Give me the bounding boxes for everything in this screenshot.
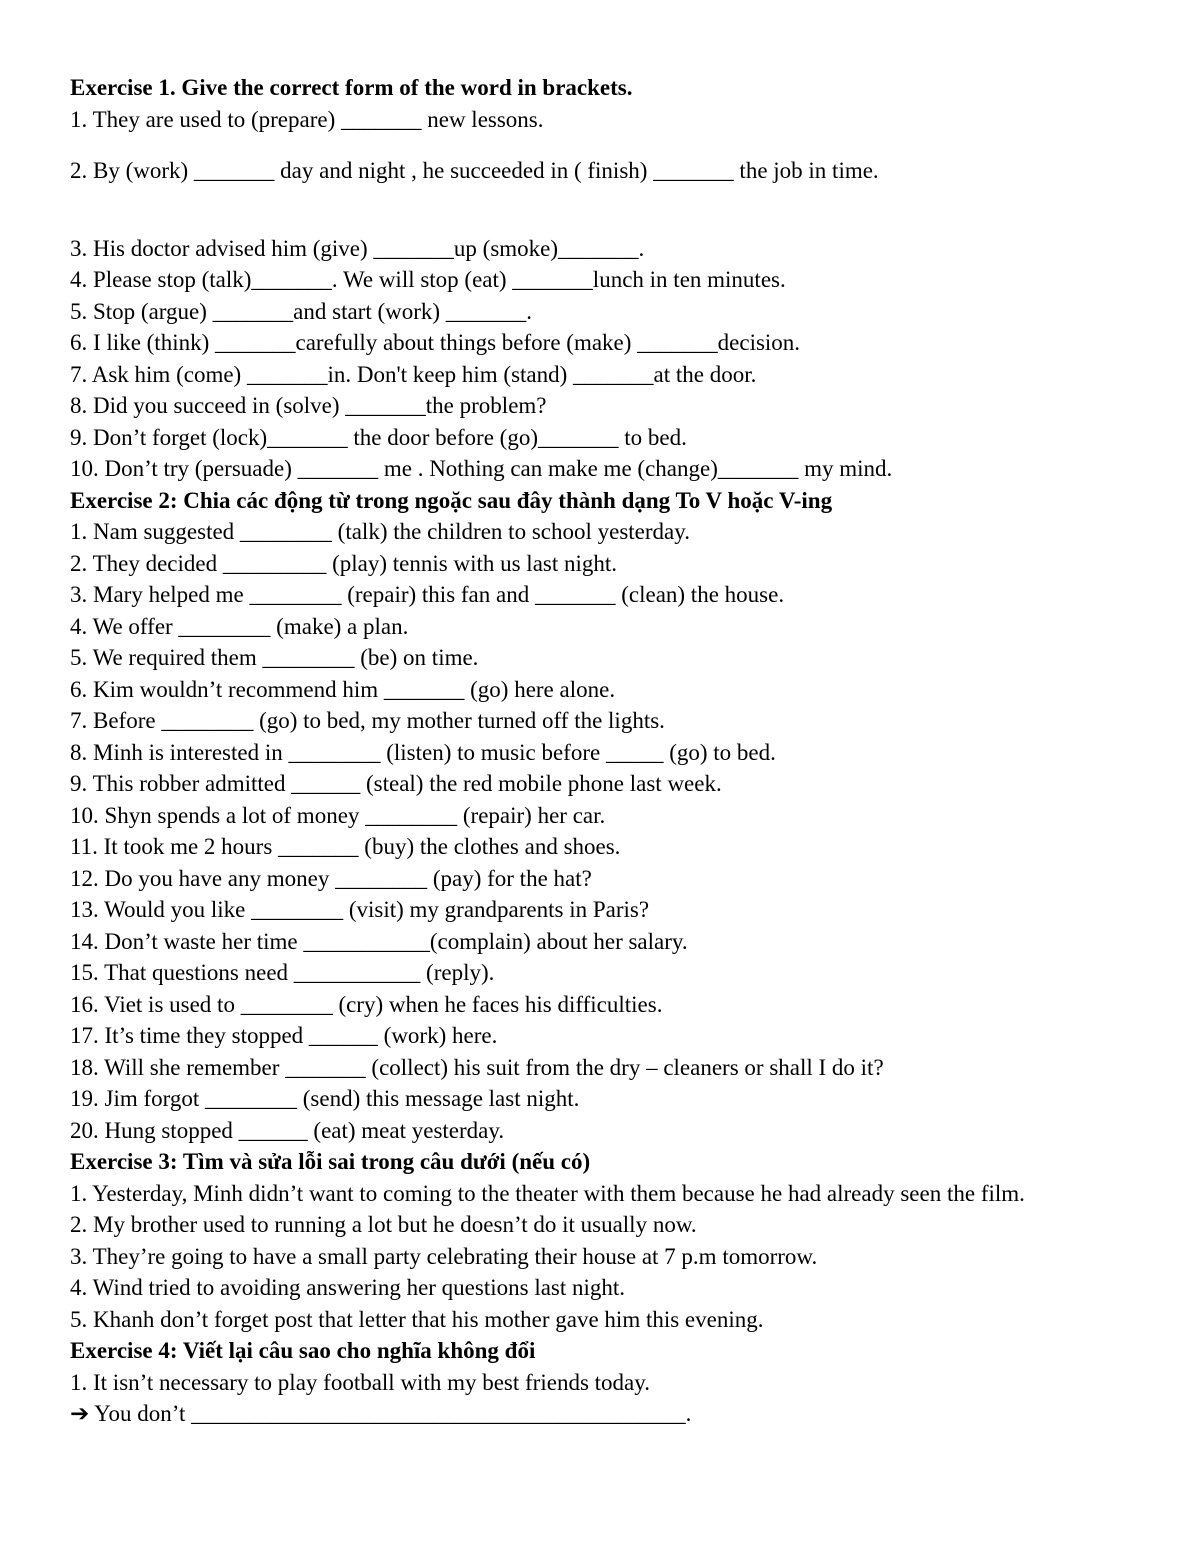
exercise-1-item: 4. Please stop (talk)_______. We will stop (eat) _______lunch in ten minutes. [70, 267, 786, 292]
exercise-2-item: 14. Don’t waste her time ___________(complain) about her salary. [70, 928, 688, 954]
exercise-2-item: 16. Viet is used to ________ (cry) when he faces his difficulties. [70, 991, 663, 1017]
exercise-3-item: 5. Khanh don’t forget post that letter that his mother gave him this evening. [70, 1306, 764, 1332]
exercise-3-item: 1. Yesterday, Minh didn’t want to coming to the theater with them because he had already seen the film. [70, 1180, 1025, 1206]
exercise-1-item: 9. Don’t forget (lock)_______ the door before (go)_______ to bed. [70, 424, 687, 450]
exercise-2-item: 4. We offer ________ (make) a plan. [70, 613, 409, 639]
exercise-2-item: 17. It’s time they stopped ______ (work) here. [70, 1023, 498, 1048]
exercise-3-heading: Exercise 3: Tìm và sửa lỗi sai trong câu dưới (nếu có) [70, 1149, 591, 1174]
exercise-3-item: 3. They’re going to have a small party celebrating their house at 7 p.m tomorrow. [70, 1243, 818, 1269]
exercise-1-item: 10. Don’t try (persuade) _______ me . Nothing can make me (change)_______ my mind. [70, 456, 893, 481]
exercise-1-item: 6. I like (think) _______carefully about things before (make) _______decision. [70, 330, 801, 355]
exercise-1-item: 8. Did you succeed in (solve) _______the problem? [70, 393, 547, 418]
worksheet [70, 72, 1140, 1430]
exercise-2-item: 13. Would you like ________ (visit) my grandparents in Paris? [70, 897, 650, 922]
exercise-2-item: 1. Nam suggested ________ (talk) the children to school yesterday. [70, 519, 691, 544]
exercise-2-item: 15. That questions need ___________ (reply). [70, 960, 495, 985]
exercise-4-heading: Exercise 4: Viết lại câu sao cho nghĩa không đổi [70, 1338, 536, 1363]
exercise-1-item: 7. Ask him (come) _______in. Don't keep him (stand) _______at the door. [70, 361, 757, 387]
exercise-3-item: 4. Wind tried to avoiding answering her questions last night. [70, 1275, 626, 1300]
exercise-1-item: 5. Stop (argue) _______and start (work) _______. [70, 298, 533, 324]
exercise-3-item: 2. My brother used to running a lot but he doesn’t do it usually now. [70, 1212, 697, 1237]
exercise-2-item: 5. We required them ________ (be) on time. [70, 645, 479, 670]
exercise-2-item: 9. This robber admitted ______ (steal) the red mobile phone last week. [70, 771, 722, 796]
exercise-4-answer-line: ➔ You don’t ___________________________________________. [70, 1401, 692, 1426]
exercise-4-item: 1. It isn’t necessary to play football with my best friends today. [70, 1369, 650, 1395]
exercise-2-item: 19. Jim forgot ________ (send) this message last night. [70, 1086, 580, 1111]
exercise-2-item: 18. Will she remember _______ (collect) his suit from the dry – cleaners or shall I do it? [70, 1054, 884, 1080]
exercise-2-item: 7. Before ________ (go) to bed, my mother turned off the lights. [70, 708, 665, 733]
exercise-2-item: 20. Hung stopped ______ (eat) meat yesterday. [70, 1117, 505, 1143]
exercise-2-item: 2. They decided _________ (play) tennis with us last night. [70, 550, 618, 576]
exercise-2-heading: Exercise 2: Chia các động từ trong ngoặc sau đây thành dạng To V hoặc V-ing [70, 487, 833, 513]
exercise-1-heading: Exercise 1. Give the correct form of the word in brackets. [70, 75, 633, 100]
exercise-1-item: 3. His doctor advised him (give) _______up (smoke)_______. [70, 235, 645, 261]
exercise-2-item: 11. It took me 2 hours _______ (buy) the clothes and shoes. [70, 834, 621, 859]
exercise-2-item: 10. Shyn spends a lot of money ________ (repair) her car. [70, 802, 606, 828]
exercise-1-item: 1. They are used to (prepare) _______ new lessons. [70, 106, 544, 132]
exercise-1-item: 2. By (work) _______ day and night , he succeeded in ( finish) _______ the job in time. [70, 158, 879, 183]
exercise-2-item: 8. Minh is interested in ________ (listen) to music before _____ (go) to bed. [70, 739, 776, 765]
exercise-2-item: 12. Do you have any money ________ (pay) for the hat? [70, 865, 592, 891]
exercise-2-item: 6. Kim wouldn’t recommend him _______ (go) here alone. [70, 676, 616, 702]
exercise-2-item: 3. Mary helped me ________ (repair) this fan and _______ (clean) the house. [70, 582, 785, 607]
